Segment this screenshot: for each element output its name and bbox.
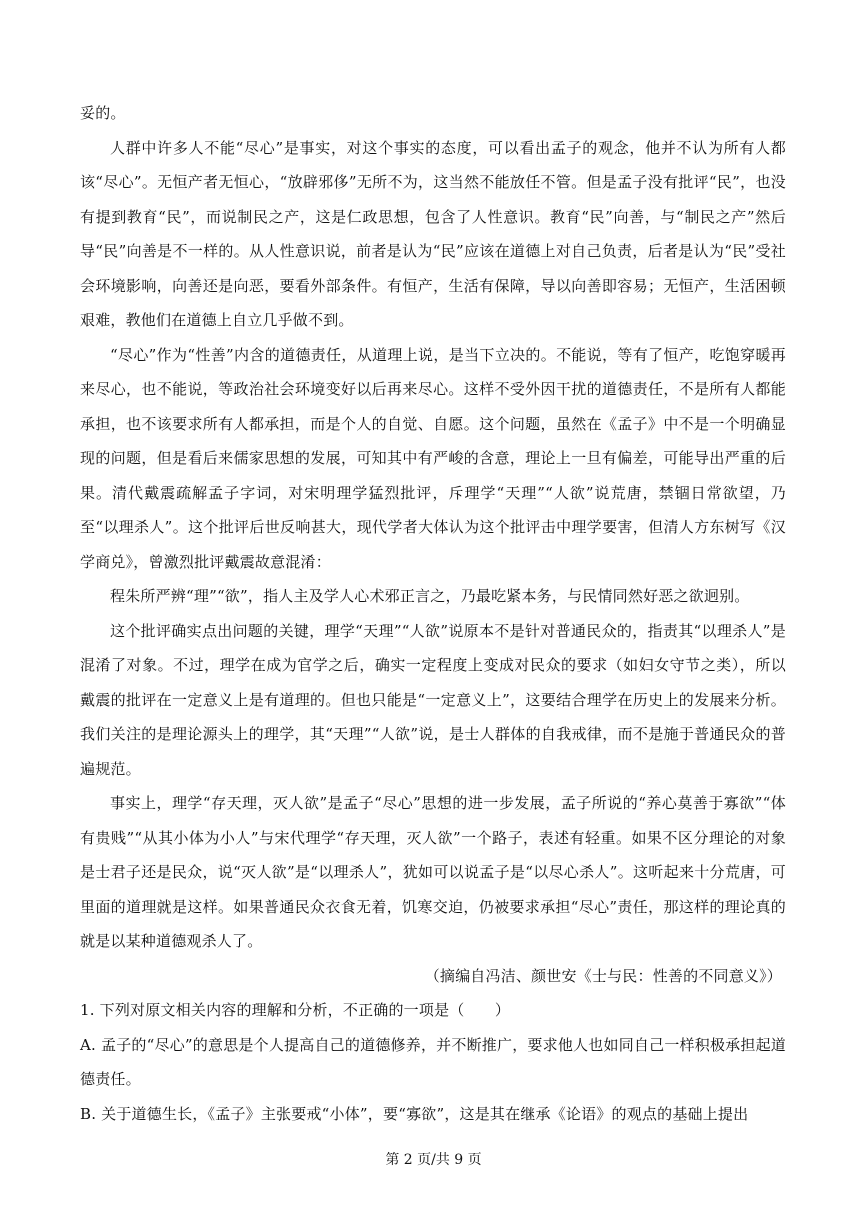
paragraph-continuation: 妥的。	[80, 104, 126, 122]
page-number: 第 2 页/共 9 页	[385, 1152, 482, 1168]
article-body	[80, 96, 786, 1131]
option-a: A. 孟子的“尽心”的意思是个人提高自己的道德修养，并不断推广，要求他人也如同自己一样积极承担起道德责任。	[80, 1035, 786, 1088]
paragraph: 人群中许多人不能“尽心”是事实，对这个事实的态度，可以看出孟子的观念，他并不认为所有人都该“尽心”。无恒产者无恒心，“放辟邪侈”无所不为，这当然不能放任不管。但是孟子没有批评“民”，也没有提到教育“民”，而说制民之产，这是仁政思想，包含了人性意识。教育“民”向善，与“制民之产”然后导“民”向善是不一样的。从人性意识说，前者是认为“民”应该在道德上对自己负责，后者是认为“民”受社会环境影响，向善还是向恶，要看外部条件。有恒产，生活有保障，导以向善即容易；无恒产，生活困顿艰难，教他们在道德上自立几乎做不到。	[80, 138, 786, 329]
paragraph: 这个批评确实点出问题的关键，理学“天理”“人欲”说原本不是针对普通民众的，指责其“以理杀人”是混淆了对象。不过，理学在成为官学之后，确实一定程度上变成对民众的要求（如妇女守节之类），所以戴震的批评在一定意义上是有道理的。但也只能是“一定意义上”，这要结合理学在历史上的发展来分析。我们关注的是理论源头上的理学，其“天理”“人欲”说，是士人群体的自我戒律，而不是施于普通民众的普遍规范。	[80, 621, 786, 778]
question-stem: 1. 下列对原文相关内容的理解和分析，不正确的一项是（ ）	[80, 1001, 511, 1019]
paragraph: 事实上，理学“存天理，灭人欲”是孟子“尽心”思想的进一步发展，孟子所说的“养心莫善于寡欲”“体有贵贱”“从其小体为小人”与宋代理学“存天理，灭人欲”一个路子，表述有轻重。如果不区分理论的对象是士君子还是民众，说“灭人欲”是“以理杀人”，犹如可以说孟子是“以尽心杀人”。这听起来十分荒唐，可里面的道理就是这样。如果普通民众衣食无着，饥寒交迫，仍被要求承担“尽心”责任，那这样的理论真的就是以某种道德观杀人了。	[80, 794, 786, 950]
option-b: B. 关于道德生长，《孟子》主张要戒“小体”，要“寡欲”，这是其在继承《论语》的观点的基础上提出	[80, 1104, 749, 1123]
block-quote: 程朱所严辨“理”“欲”，指人主及学人心术邪正言之，乃最吃紧本务，与民情同然好恶之欲迥别。	[110, 587, 750, 605]
source-citation: （摘编自冯洁、颜世安《士与民：性善的不同意义》）	[424, 966, 782, 985]
paragraph: “尽心”作为“性善”内含的道德责任，从道理上说，是当下立决的。不能说，等有了恒产，吃饱穿暖再来尽心，也不能说，等政治社会环境变好以后再来尽心。这样不受外因干扰的道德责任，不是所有人都能承担，也不该要求所有人都承担，而是个人的自觉、自愿。这个问题，虽然在《孟子》中不是一个明确显现的问题，但是看后来儒家思想的发展，可知其中有严峻的含意，理论上一旦有偏差，可能导出严重的后果。清代戴震疏解孟子字词，对宋明理学猛烈批评，斥理学“天理”“人欲”说荒唐，禁锢日常欲望，乃至“以理杀人”。这个批评后世反响甚大，现代学者大体认为这个批评击中理学要害，但清人方东树写《汉学商兑》，曾激烈批评戴震故意混淆：	[80, 345, 786, 571]
